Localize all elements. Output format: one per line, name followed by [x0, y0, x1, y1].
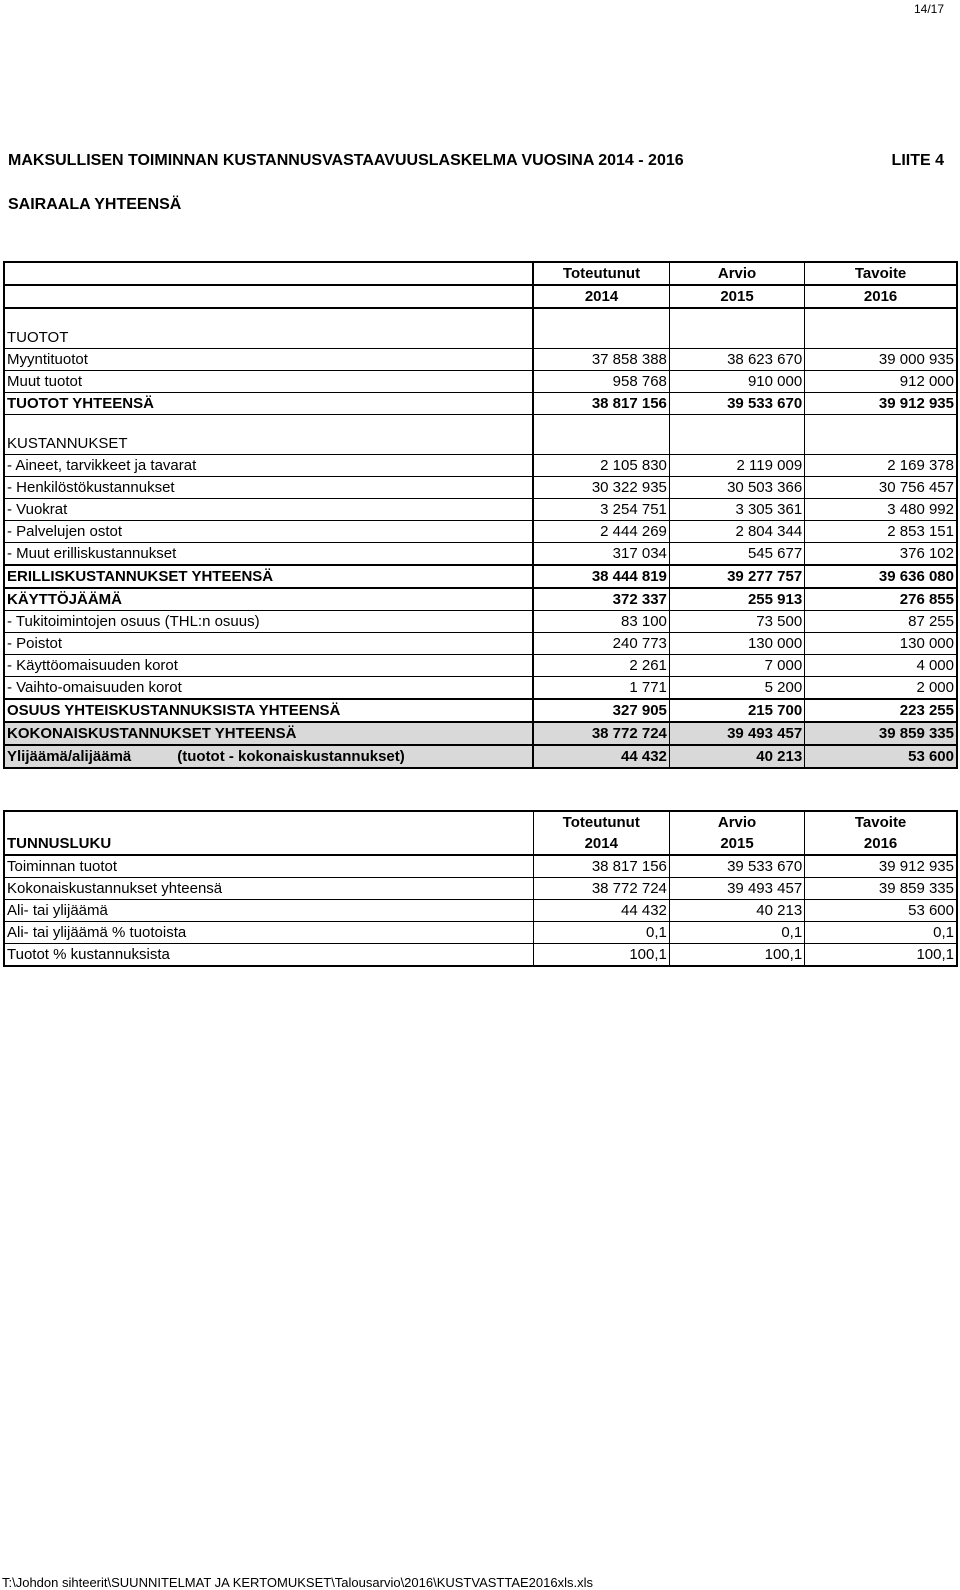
kpi-header-row-2: TUNNUSLUKU 2014 2015 2016 — [4, 833, 957, 855]
table-row: - Henkilöstökustannukset 30 322 935 30 503 366 30 756 457 — [4, 477, 957, 499]
kpi-header-label: TUNNUSLUKU — [4, 833, 533, 855]
table-row: Tuotot % kustannuksista 100,1 100,1 100,1 — [4, 944, 957, 967]
income-total-row: TUOTOT YHTEENSÄ 38 817 156 39 533 670 39 912 935 — [4, 393, 957, 415]
section-heading-row — [4, 327, 957, 349]
section-heading-row — [4, 433, 957, 455]
direct-costs-total-row: ERILLISKUSTANNUKSET YHTEENSÄ 38 444 819 39 277 757 39 636 080 — [4, 565, 957, 588]
table-row: - Tukitoimintojen osuus (THL:n osuus) 83 100 73 500 87 255 — [4, 611, 957, 633]
page-number: 14/17 — [913, 2, 944, 16]
spacer-row — [4, 308, 957, 327]
table-row: Kokonaiskustannukset yhteensä 38 772 724 39 493 457 39 859 335 — [4, 878, 957, 900]
appendix-label: LIITE 4 — [891, 152, 944, 169]
total-costs-row: KOKONAISKUSTANNUKSET YHTEENSÄ 38 772 724 39 493 457 39 859 335 — [4, 722, 957, 745]
col-header-2015: Arvio — [669, 262, 804, 285]
cost-correspondence-table — [3, 261, 958, 769]
section-costs-label: KUSTANNUKSET — [4, 433, 533, 455]
surplus-deficit-row: Ylijäämä/alijäämä (tuotot - kokonaiskustannukset) 44 432 40 213 53 600 — [4, 745, 957, 768]
document-subtitle: SAIRAALA YHTEENSÄ — [8, 196, 182, 213]
section-income-label: TUOTOT — [4, 327, 533, 349]
file-path-footer: T:\Johdon sihteerit\SUUNNITELMAT JA KERTOMUKSET\Talousarvio\2016\KUSTVASTTAE2016xls.xls — [2, 1575, 593, 1590]
operating-margin-row: KÄYTTÖJÄÄMÄ 372 337 255 913 276 855 — [4, 588, 957, 611]
col-year-2015: 2015 — [669, 285, 804, 308]
kpi-header-row-1: Toteutunut Arvio Tavoite — [4, 811, 957, 833]
table-row: Ali- tai ylijäämä 44 432 40 213 53 600 — [4, 900, 957, 922]
table-row: Myyntituotot 37 858 388 38 623 670 39 000 935 — [4, 349, 957, 371]
table-row: - Muut erilliskustannukset 317 034 545 677 376 102 — [4, 543, 957, 566]
col-header-2014: Toteutunut — [533, 262, 669, 285]
spacer-row — [4, 415, 957, 434]
overhead-share-total-row: OSUUS YHTEISKUSTANNUKSISTA YHTEENSÄ 327 905 215 700 223 255 — [4, 699, 957, 722]
surplus-formula-label: (tuotot - kokonaiskustannukset) — [177, 747, 405, 765]
key-figures-table — [3, 810, 958, 967]
col-year-2014: 2014 — [533, 285, 669, 308]
col-year-2016: 2016 — [805, 285, 957, 308]
table-row: Muut tuotot 958 768 910 000 912 000 — [4, 371, 957, 393]
table-row: - Poistot 240 773 130 000 130 000 — [4, 633, 957, 655]
surplus-label: Ylijäämä/alijäämä — [7, 747, 132, 765]
table-row: - Aineet, tarvikkeet ja tavarat 2 105 830 2 119 009 2 169 378 — [4, 455, 957, 477]
table-row: - Palvelujen ostot 2 444 269 2 804 344 2 853 151 — [4, 521, 957, 543]
document-title: MAKSULLISEN TOIMINNAN KUSTANNUSVASTAAVUUSLASKELMA VUOSINA 2014 - 2016 — [8, 152, 684, 169]
table-row: - Käyttöomaisuuden korot 2 261 7 000 4 000 — [4, 655, 957, 677]
header-blank — [4, 262, 533, 285]
col-header-2016: Tavoite — [805, 262, 957, 285]
table-row: - Vuokrat 3 254 751 3 305 361 3 480 992 — [4, 499, 957, 521]
column-header-row-1 — [4, 262, 957, 285]
table-row: Ali- tai ylijäämä % tuotoista 0,1 0,1 0,1 — [4, 922, 957, 944]
column-header-row-2 — [4, 285, 957, 308]
header-blank — [4, 285, 533, 308]
table-row: Toiminnan tuotot 38 817 156 39 533 670 39 912 935 — [4, 855, 957, 878]
table-row: - Vaihto-omaisuuden korot 1 771 5 200 2 000 — [4, 677, 957, 700]
